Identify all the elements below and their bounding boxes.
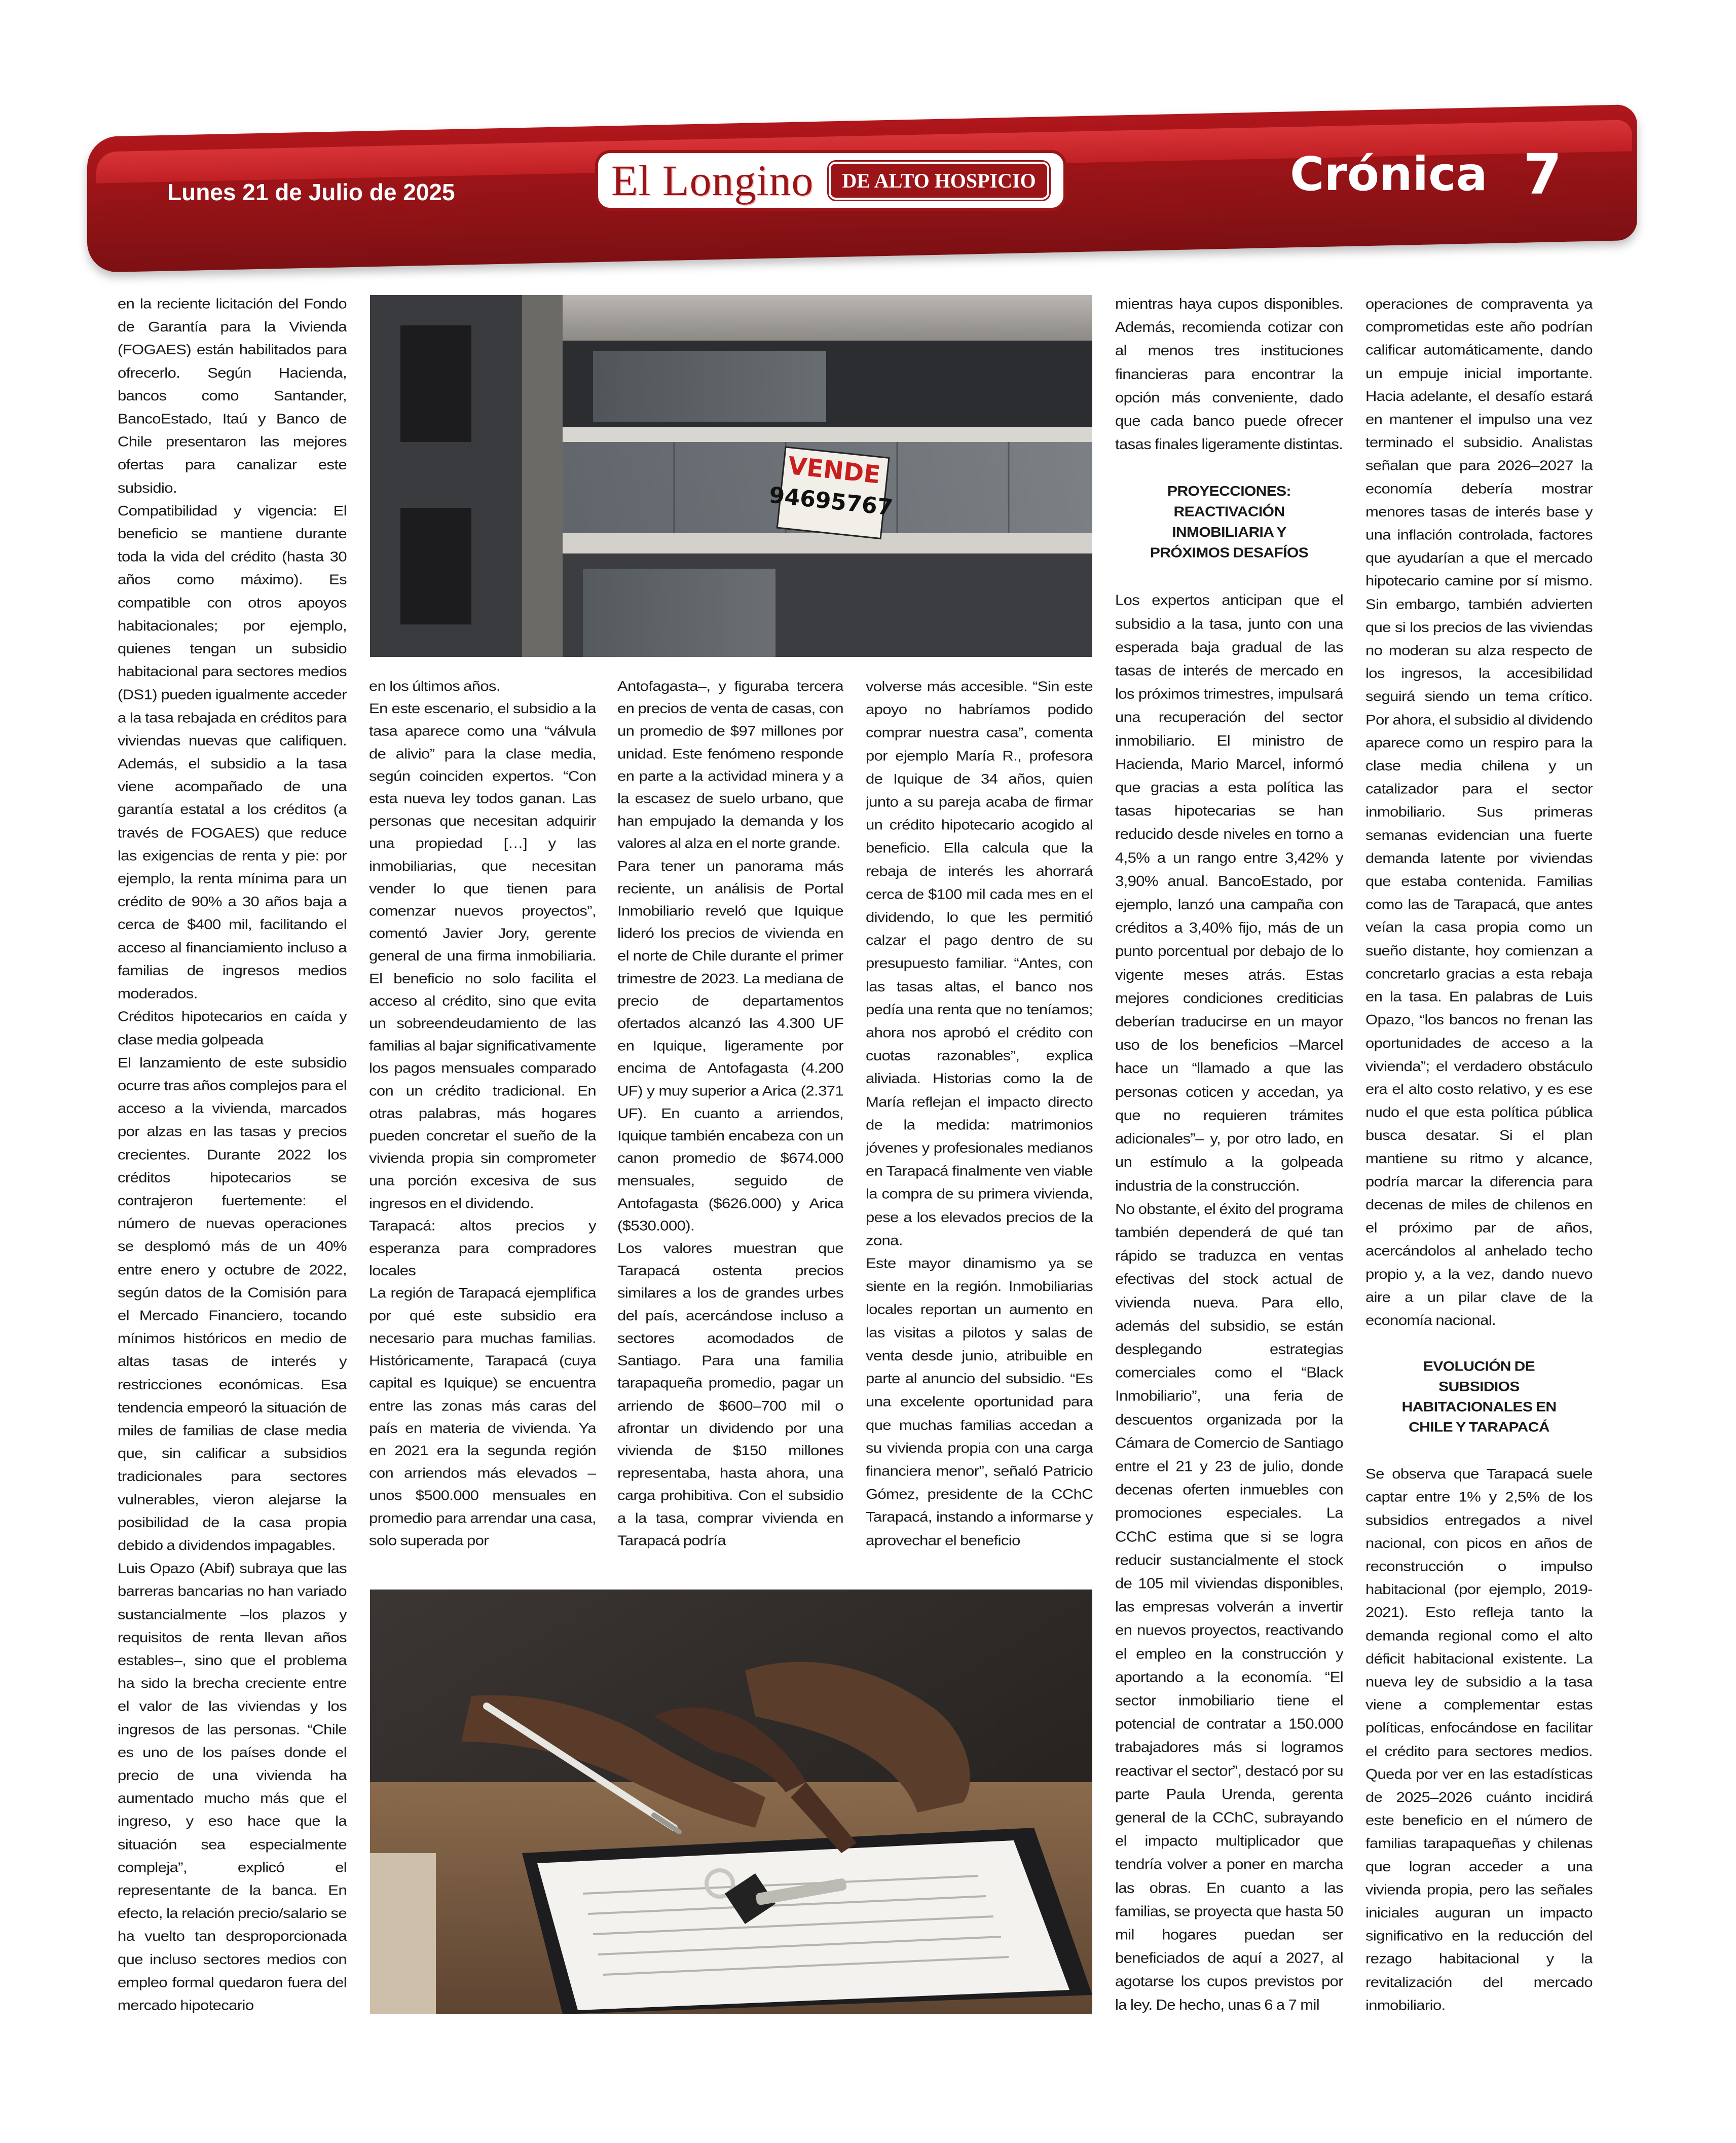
- paragraph: El lanzamiento de este subsidio ocurre tras años complejos para el acceso a la vivienda, marcados por alzas en las tasas y precios crecientes. Durante 2022 los créditos hipotecarios se contrajeron fuertemente: el número de nuevas operaciones se desplomó más de un 40% entre enero y octubre de 2022, según datos de la Comisión para el Mercado Financiero, tocando mínimos históricos en medio de altas tasas de interés y restricciones económicas. Esa tendencia empeoró la situación de miles de familias de clase media que, sin calificar a subsidios tradicionales para sectores vulnerables, vieron alejarse la posibilidad de la casa propia debido a dividendos impagables.: [118, 1054, 347, 1554]
- logo-subtitle: DE ALTO HOSPICIO: [829, 162, 1049, 200]
- contract-signing-photo: [370, 1590, 1092, 2014]
- paragraph: en la reciente licitación del Fondo de Garantía para la Vivienda (FOGAES) están habilitados para ofrecerlo. Según Hacienda, bancos como Santander, BancoEstado, Itaú y Banco de Chile presentaron las mejores ofertas para canalizar este subsidio.: [118, 295, 347, 496]
- newspaper-logo: [595, 150, 1066, 211]
- article-column-5: [1115, 292, 1343, 2017]
- building-for-sale-photo: [370, 295, 1092, 657]
- sale-sign-phone: 94695767: [767, 482, 894, 521]
- paragraph: La región de Tarapacá ejemplifica por qué este subsidio era necesario para muchas familias. Históricamente, Tarapacá (cuya capital es Iquique) se encuentra entre las zonas más caras del país en materia de vivienda. Ya en 2021 era la segunda región con arriendos más elevados –unos $500.000 mensuales en promedio para arrendar una casa, solo superada por: [369, 1285, 596, 1548]
- section-heading: PROYECCIONES: REACTIVACIÓN INMOBILIARIA Y PRÓXIMOS DESAFÍOS: [1150, 484, 1309, 561]
- section-title: Crónica: [1290, 147, 1488, 201]
- paragraph: Luis Opazo (Abif) subraya que las barreras bancarias no han variado sustancialmente –los plazos y requisitos de renta llevan años estables–, sino que el problema ha sido la brecha creciente entre el valor de las viviendas y los ingresos de las personas. “Chile es uno de los países donde el precio de una vivienda ha aumentado mucho más que el ingreso, y eso hace que la situación sea especialmente compleja”, explicó el representante de la banca. En efecto, la relación precio/salario se ha vuelto tan desproporcionada que incluso sectores medios con empleo formal quedaron fuera del mercado hipotecario: [118, 1560, 347, 2013]
- paragraph: Compatibilidad y vigencia: El beneficio se mantiene durante toda la vida del crédito (hasta 30 años como máximo). Es compatible con otros apoyos habitacionales; por ejemplo, quienes tengan un subsidio habitacional para sectores medios (DS1) pueden igualmente acceder a la tasa rebajada en créditos para viviendas nuevas que califiquen. Además, el subsidio a la tasa viene acompañado de una garantía estatal a los créditos (a través de FOGAES) que reduce las exigencias de renta y pie: por ejemplo, la renta mínima para un crédito de 90% a 30 años baja a cerca de $400 mil, facilitando el acceso al financiamiento incluso a familias de ingresos medios moderados.: [118, 502, 347, 1002]
- article-column-6: [1365, 292, 1593, 2017]
- paragraph: Para tener un panorama más reciente, un análisis de Portal Inmobiliario reveló que Iquique lideró los precios de vivienda en el norte de Chile durante el primer trimestre de 2023. La mediana de precio de departamentos ofertados alcanzó las 4.300 UF en Iquique, ligeramente por encima de Antofagasta (4.200 UF) y muy superior a Arica (2.371 UF). En cuanto a arriendos, Iquique también encabeza con un canon promedio de $674.000 mensuales, seguido de Antofagasta ($626.000) y Arica ($530.000).: [617, 858, 843, 1234]
- sale-sign-word: VENDE: [786, 451, 882, 490]
- paragraph: operaciones de compraventa ya comprometidas este año podrían calificar automáticamente, dando un empuje inicial importante. Hacia adelante, el desafío estará en mantener el impulso una vez terminado el subsidio. Analistas señalan que para 2026–2027 la economía debería mostrar menores tasas de interés base y una inflación controlada, factores que ayudarían a que el mercado hipotecario camine por sí mismo. Sin embargo, también advierten que si los precios de las viviendas no moderan su alza respecto de los ingresos, la accesibilidad seguirá siendo un tema crítico. Por ahora, el subsidio al dividendo aparece como un respiro para la clase media chilena y un catalizador para el sector inmobiliario. Sus primeras semanas evidencian una fuerte demanda latente por viviendas que estaba contenida. Familias como las de Tarapacá, que antes veían la casa propia como un sueño distante, hoy comienzan a concretarlo gracias a esta rebaja en la tasa. En palabras de Luis Opazo, “los bancos no frenan las oportunidades de acceso a la vivienda”; el verdadero obstáculo era el alto costo relativo, y es ese nudo el que esta política pública busca desatar. Si el plan mantiene su ritmo y alcance, podría marcar la diferencia para decenas de miles de chilenos en el próximo par de años, acercándolos al anhelado techo propio y, a la vez, dando nuevo aire a un pilar clave de la economía nacional.: [1365, 295, 1593, 1328]
- paragraph: En este escenario, el subsidio a la tasa aparece como una “válvula de alivio” para la clase media, según coinciden expertos. “Con esta nueva ley todos ganan. Las personas que necesitan adquirir una propiedad […] y las inmobiliarias, que necesitan vender lo que tienen para comenzar nuevos proyectos”, comentó Javier Jory, gerente general de una firma inmobiliaria. El beneficio no solo facilita el acceso al crédito, sino que evita un sobreendeudamiento de las familias al bajar significativamente los pagos mensuales comparado con un crédito tradicional. En otras palabras, más hogares pueden concretar el sueño de la vivienda propia sin comprometer una porción excesiva de sus ingresos en el dividendo.: [369, 700, 596, 1211]
- paragraph: volverse más accesible. “Sin este apoyo no habríamos podido comprar nuestra casa”, comenta por ejemplo María R., profesora de Iquique de 34 años, quien junto a su pareja acaba de firmar un crédito hipotecario acogido al beneficio. Ella calcula que la rebaja de interés les ahorrará cerca de $100 mil cada mes en el dividendo, lo que les permitió calzar el pago dentro de su presupuesto familiar. “Antes, con las tasas altas, el banco nos pedía una renta que no teníamos; ahora nos aprobó el crédito con cuotas razonables”, explica aliviada. Historias como la de María reflejan el impacto directo de la medida: matrimonios jóvenes y profesionales medianos en Tarapacá finalmente ven viable la compra de su primera vivienda, pese a los elevados precios de la zona.: [866, 678, 1093, 1248]
- spacer: [1365, 1332, 1593, 1357]
- logo-name: El Longino: [611, 156, 814, 205]
- paragraph: mientras haya cupos disponibles. Además, recomienda cotizar con al menos tres instituciones financieras para encontrar la opción más conveniente, dado que cada banco puede ofrecer tasas finales ligeramente distintas.: [1115, 295, 1343, 453]
- spacer: [1365, 1437, 1593, 1462]
- article-column-4: [866, 675, 1093, 1552]
- page-number: 7: [1523, 142, 1562, 207]
- issue-date: Lunes 21 de Julio de 2025: [167, 179, 455, 205]
- article-column-2: [369, 675, 596, 1552]
- paragraph: No obstante, el éxito del programa también dependerá de qué tan rápido se traduzca en ventas efectivas del stock actual de vivienda nueva. Para ello, además del subsidio, se están desplegando estrategias comerciales como el “Black Inmobiliario”, una feria de descuentos organizada por la Cámara de Comercio de Santiago entre el 21 y 23 de julio, donde decenas oferten inmuebles con promociones especiales. La CChC estima que si se logra reducir sustancialmente el stock de 105 mil viviendas disponibles, las empresas volverán a invertir en nuevos proyectos, reactivando el empleo en la construcción y aportando a la economía. “El sector inmobiliario tiene el potencial de contratar a 150.000 trabajadores más si logramos reactivar el sector”, destacó por su parte Paula Urenda, gerenta general de la CChC, subrayando el impacto multiplicador que tendría volver a poner en marcha las obras. En cuanto a las familias, se proyecta que hasta 50 mil hogares puedan ser beneficiados de aquí a 2027, al agotarse los cupos previstos por la ley. De hecho, unas 6 a 7 mil: [1115, 1200, 1343, 2013]
- article-column-1: [118, 292, 347, 2017]
- paragraph: Los valores muestran que Tarapacá ostenta precios similares a los de grandes urbes del país, acercándose incluso a sectores acomodados de Santiago. Para una familia tarapaqueña promedio, pagar un arriendo de $600–700 mil o afrontar un dividendo por una vivienda de $150 millones representaba, hasta ahora, una carga prohibitiva. Con el subsidio a la tasa, comprar vivienda en Tarapacá podría: [617, 1240, 843, 1548]
- paragraph: Tarapacá: altos precios y esperanza para compradores locales: [369, 1217, 596, 1279]
- paragraph: Los expertos anticipan que el subsidio a la tasa, junto con una esperada baja gradual de las tasas de interés de mercado en los próximos trimestres, impulsará una recuperación del sector inmobiliario. El ministro de Hacienda, Mario Marcel, informó que gracias a esta política las tasas hipotecarias se han reducido desde niveles en torno a 4,5% a un rango entre 3,42% y 3,90% anual. BancoEstado, por ejemplo, lanzó una campaña con créditos a 3,40% fijo, más de un punto porcentual por debajo de lo vigente meses atrás. Estas mejores condiciones crediticias deberían traducirse en un mayor uso de los beneficios –Marcel hace un “llamado a que las personas coticen y accedan, ya que no requieren trámites adicionales”– y, por otro lado, en un estímulo a la golpeada industria de la construcción.: [1115, 592, 1343, 1194]
- paragraph: Este mayor dinamismo ya se siente en la región. Inmobiliarias locales reportan un aumento en las visitas a pilotos y salas de venta desde junio, atribuible en parte al anuncio del subsidio. “Es una excelente oportunidad para que muchas familias accedan a su vivienda propia con una carga financiera menor”, señaló Patricio Gómez, presidente de la CChC Tarapacá, instando a informarse y aprovechar el beneficio: [866, 1255, 1093, 1548]
- paragraph: Se observa que Tarapacá suele captar entre 1% y 2,5% de los subsidios entregados a nivel nacional, con picos en años de reconstrucción o impulso habitacional (por ejemplo, 2019-2021). Esto refleja tanto la demanda regional como el alto déficit habitacional existente. La nueva ley de subsidio a la tasa viene a complementar estas políticas, enfocándose en facilitar el crédito para sectores medios. Queda por ver en las estadísticas de 2025–2026 cuánto incidirá este beneficio en el número de familias tarapaqueñas y chilenas que logran acceder a una vivienda propia, pero las señales iniciales auguran un impacto significativo en la reducción del rezago habitacional y la revitalización del mercado inmobiliario.: [1365, 1465, 1593, 2013]
- paragraph: Créditos hipotecarios en caída y clase media golpeada: [118, 1008, 347, 1048]
- article-column-3: [617, 675, 843, 1552]
- paragraph: en los últimos años.: [369, 678, 500, 694]
- paragraph: Antofagasta–, y figuraba tercera en precios de venta de casas, con un promedio de $97 millones por unidad. Este fenómeno responde en parte a la actividad minera y a la escasez de suelo urbano, que han empujado la demanda y los valores al alza en el norte grande.: [617, 678, 843, 852]
- spacer: [1115, 456, 1343, 482]
- section-heading: EVOLUCIÓN DE SUBSIDIOS HABITACIONALES EN CHILE Y TARAPACÁ: [1401, 1359, 1557, 1435]
- spacer: [1115, 564, 1343, 589]
